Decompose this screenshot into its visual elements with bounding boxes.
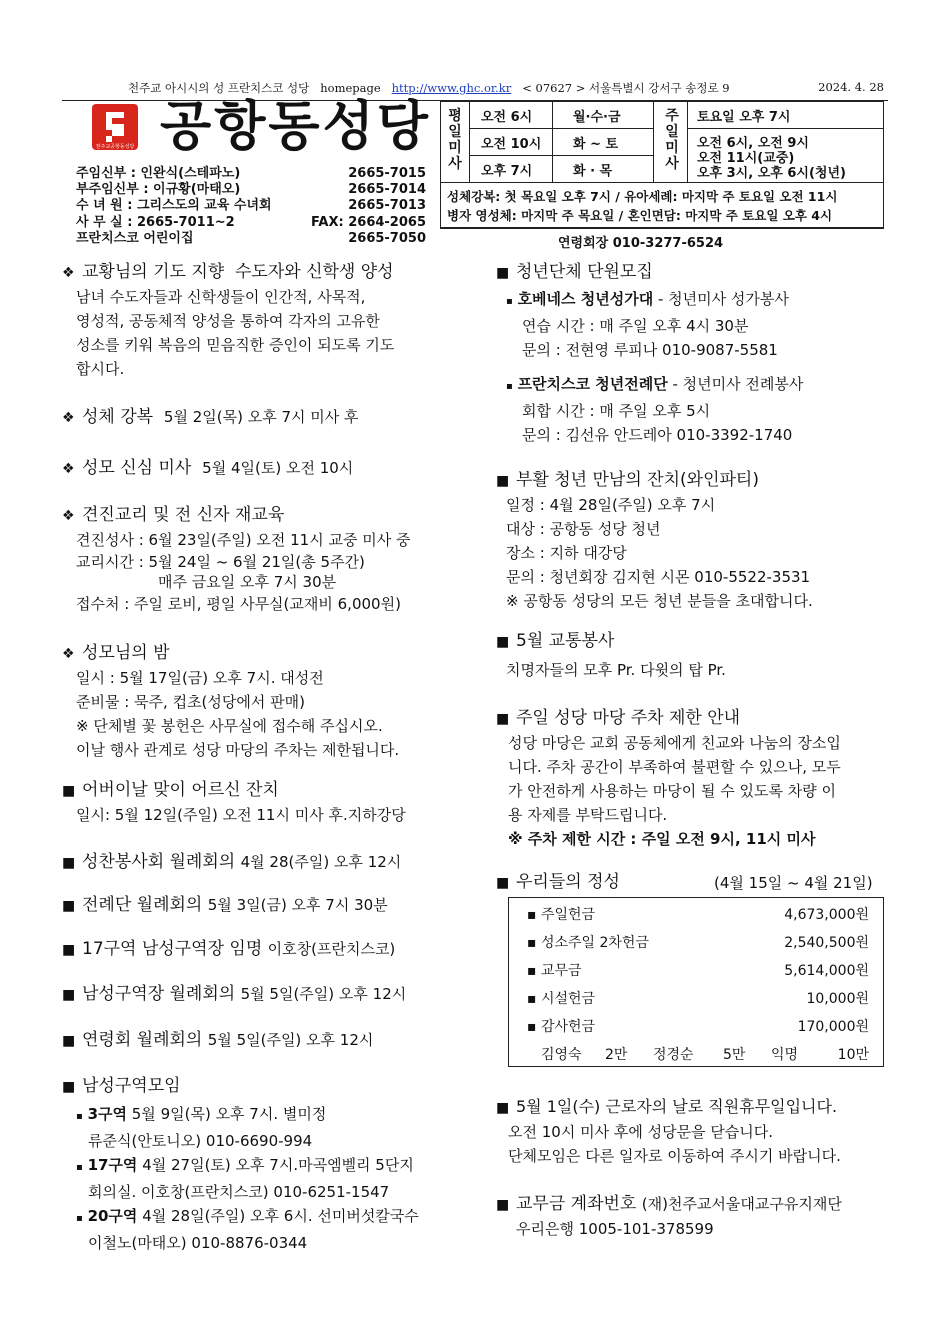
easter-youth-party: ■ 부활 청년 만남의 잔치(와인파티) 일정 : 4월 28일(주일) 오후 7시 대상 : 공항동 성당 청년 장소 : 지하 대강당 문의 : 청년회장 김지현 시몬 010-5522-3531 ※ 공항동 성당의 모든 청년 분들을 초대합니다. bbox=[496, 470, 813, 610]
staff-row: 사 무 실 : 2665-7011~2 FAX: 2664-2065 bbox=[76, 214, 426, 230]
donor-line: 김영숙 2만 정경순 5만 익명 10만 bbox=[541, 1047, 869, 1063]
diamond-bullet-icon: ❖ bbox=[62, 508, 75, 524]
square-bullet-icon: ■ bbox=[62, 783, 76, 799]
parking-notice: ■ 주일 성당 마당 주차 제한 안내 성당 마당은 교회 공동체에게 친교와 나눔의 장소입 니다. 주차 공간이 부족하여 불편할 수 있으나, 모두 가 안전하게 사용하는 마당이 될 수 있도록 차량 이 용 자제를 부탁드립니다. ※ 주차 제한 시간 : 주일 오전 9시, 11시 미사 bbox=[496, 708, 841, 848]
sunday-time: 오후 3시, 오후 6시(청년) bbox=[697, 166, 846, 181]
church-address: < 07627 > 서울특별시 강서구 송정로 9 bbox=[522, 81, 730, 95]
parents-feast: ■ 어버이날 맞이 어르신 잔치 일시: 5월 12일(주일) 오전 11시 미사 후.지하강당 bbox=[62, 780, 406, 824]
church-brand: 공항동성당 bbox=[160, 96, 431, 157]
confirmation: ❖ 견진교리 및 전 신자 재교육 견진성사 : 6월 23일(주일) 오전 11시 교중 미사 중 교리시간 : 5월 24일 ~ 6월 21일(총 5주간) 매주 금요일 오후 7시 30분 접수처 : 주일 로비, 평일 사무실(교재비 6,000원) bbox=[62, 505, 411, 613]
mass-schedule bbox=[440, 101, 884, 229]
weekday-mass-title: 평일미사 bbox=[448, 108, 462, 172]
offering-item: ▪ 주일헌금 4,673,000원 bbox=[527, 907, 869, 923]
square-bullet-icon: ■ bbox=[62, 987, 76, 1003]
square-bullet-icon: ■ bbox=[496, 875, 510, 891]
weekday-time: 오전 6시 bbox=[481, 110, 533, 125]
staff-directory bbox=[76, 166, 426, 247]
funeral-contact: 연령회장 010-3277-6524 bbox=[558, 236, 724, 251]
square-bullet-icon: ■ bbox=[62, 898, 76, 914]
square-bullet-icon: ■ bbox=[496, 1100, 510, 1116]
pope-intention: ❖ 교황님의 기도 지향 수도자와 신학생 양성 남녀 수도자들과 신학생들이 인간적, 사목적, 영성적, 공동체적 양성을 통하여 각자의 고유한 성소를 키워 복음의 믿음직한 증인이 되도록 기도 합시다. bbox=[62, 262, 395, 378]
weekday-days: 월·수·금 bbox=[573, 110, 621, 125]
logo-text: 천주교공항동성당 bbox=[95, 144, 135, 150]
square-bullet-icon: ■ bbox=[496, 711, 510, 727]
staff-row: 프란치스코 어린이집 2665-7050 bbox=[76, 230, 426, 246]
diamond-bullet-icon: ❖ bbox=[62, 265, 75, 281]
mayday-notice: ■ 5월 1일(수) 근로자의 날로 직원휴무일입니다. 오전 10시 미사 후에 성당문을 닫습니다. 단체모임은 다른 일자로 이동하여 주시기 바랍니다. bbox=[496, 1097, 841, 1165]
sunday-time: 토요일 오후 7시 bbox=[697, 110, 791, 125]
square-bullet-icon: ■ bbox=[62, 855, 76, 871]
sunday-time: 오전 6시, 오전 9시 bbox=[697, 136, 809, 151]
weekday-days: 화 ~ 토 bbox=[573, 137, 619, 152]
sacrament-notes: 성체강복: 첫 목요일 오후 7시 / 유아세례: 마지막 주 토요일 오전 11시 bbox=[447, 189, 838, 204]
offering-item: ▪ 시설헌금 10,000원 bbox=[527, 991, 869, 1007]
weekday-days: 화 · 목 bbox=[573, 164, 613, 179]
sunday-mass-title: 주일미사 bbox=[665, 108, 679, 172]
square-bullet-icon: ■ bbox=[496, 634, 510, 650]
benediction: ❖ 성체 강복 5월 2일(목) 오후 7시 미사 후 bbox=[62, 405, 458, 430]
square-bullet-icon: ■ bbox=[496, 265, 510, 281]
square-bullet-icon: ■ bbox=[496, 473, 510, 489]
meeting-item: ■ 연령회 월례회의 5월 5일(주일) 오후 12시 bbox=[62, 1028, 458, 1053]
staff-row: 주임신부 : 인완식(스테파노) 2665-7015 bbox=[76, 166, 426, 181]
meeting-item: ■ 성찬봉사회 월례회의 4월 28(주일) 오후 12시 bbox=[62, 850, 458, 875]
youth-recruit: ■ 청년단체 단원모집 ▪ 호베네스 청년성가대 - 청년미사 성가봉사 연습 시간 : 매 주일 오후 4시 30분 문의 : 전현영 루피나 010-9087-5581 ▪ 프란치스코 청년전례단 - 청년미사 전례봉사 회합 시간 : 매 주일 오후 5시 문의 : 김선유 안드레아 010-3392-1740 bbox=[496, 262, 804, 444]
church-name: 천주교 아시시의 성 프란치스코 성당 bbox=[128, 81, 310, 95]
account-info: ■ 교무금 계좌번호 (재)천주교서울대교구유지재단 우리은행 1005-101-378599 bbox=[496, 1194, 842, 1238]
offering-item: ▪ 교무금 5,614,000원 bbox=[527, 963, 869, 979]
square-bullet-icon: ■ bbox=[496, 1197, 510, 1213]
staff-row: 부주임신부 : 이규황(마태오) 2665-7014 bbox=[76, 182, 426, 198]
church-logo-icon bbox=[92, 104, 138, 156]
diamond-bullet-icon: ❖ bbox=[62, 461, 75, 477]
sunday-time: 오전 11시(교중) bbox=[697, 151, 795, 166]
diamond-bullet-icon: ❖ bbox=[62, 646, 75, 662]
square-bullet-icon: ■ bbox=[62, 1079, 76, 1095]
weekday-time: 오전 10시 bbox=[481, 137, 542, 152]
men-district-meetings: ■ 남성구역모임 ▪ 3구역 5월 9일(목) 오후 7시. 별미정 류준식(안토니오) 010-6690-994 ▪ 17구역 4월 27일(토) 오후 7시.마곡엠벨리 5단지 회의실. 이호창(프란치스코) 010-6251-1547 ▪ 20구역 4월 28일(주일) 오후 6시. 선미버섯칼국수 이철노(마태오) 010-8876-0344 bbox=[62, 1076, 419, 1252]
mary-night: ❖ 성모님의 밤 일시 : 5월 17일(금) 오후 7시. 대성전 준비물 : 묵주, 컵초(성당에서 판매) ※ 단체별 꽃 봉헌은 사무실에 접수해 주십시오. 이날 행사 관계로 성당 마당의 주차는 제한됩니다. bbox=[62, 643, 400, 759]
offering-item: ▪ 성소주일 2차헌금 2,540,500원 bbox=[527, 935, 869, 951]
staff-row: 수 녀 원 : 그리스도의 교육 수녀회 2665-7013 bbox=[76, 198, 426, 214]
bulletin-date: 2024. 4. 28 bbox=[818, 80, 884, 94]
sacrament-notes: 병자 영성체: 마지막 주 목요일 / 혼인면담: 마지막 주 토요일 오후 4시 bbox=[447, 208, 833, 223]
homepage-link[interactable]: http://www.ghc.or.kr bbox=[391, 81, 512, 95]
meeting-item: ■ 남성구역장 월례회의 5월 5일(주일) 오후 12시 bbox=[62, 982, 458, 1007]
offerings: ■ 우리들의 정성 (4월 15일 ~ 4월 21일) bbox=[496, 870, 902, 895]
weekday-time: 오후 7시 bbox=[481, 164, 533, 179]
meeting-item: ■ 전례단 월례회의 5월 3일(금) 오후 7시 30분 bbox=[62, 893, 458, 918]
marian-mass: ❖ 성모 신심 미사 5월 4일(토) 오전 10시 bbox=[62, 456, 458, 481]
homepage-label: homepage bbox=[320, 81, 381, 95]
meeting-item: ■ 17구역 남성구역장 임명 이호창(프란치스코) bbox=[62, 937, 458, 962]
square-bullet-icon: ■ bbox=[62, 942, 76, 958]
offering-item: ▪ 감사헌금 170,000원 bbox=[527, 1019, 869, 1035]
square-bullet-icon: ■ bbox=[62, 1033, 76, 1049]
traffic-service: ■ 5월 교통봉사 치명자들의 모후 Pr. 다윗의 탑 Pr. bbox=[496, 631, 726, 679]
diamond-bullet-icon: ❖ bbox=[62, 410, 75, 426]
